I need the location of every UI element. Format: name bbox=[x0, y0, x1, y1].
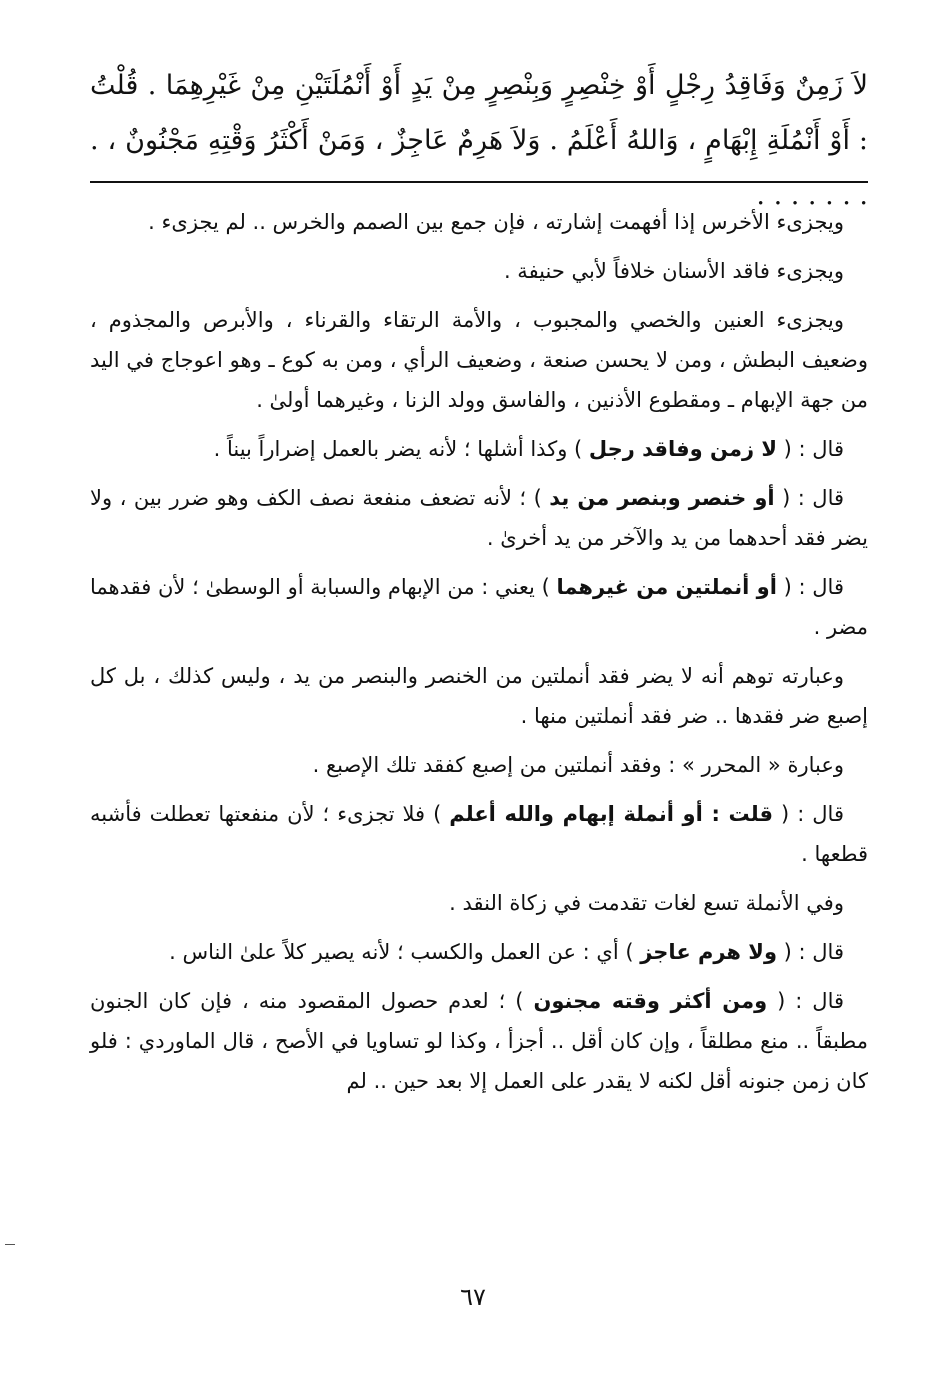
quote-open: قال : ( bbox=[767, 989, 845, 1013]
quoted-matn: أو أنملتين من غيرهما bbox=[556, 575, 777, 599]
quote-open: قال : ( bbox=[777, 437, 844, 461]
paragraph-5 bbox=[90, 478, 868, 558]
quoted-matn: أو خنصر وبنصر من يد bbox=[549, 486, 775, 510]
commentary-text: ) فلا تجزىء ؛ لأن منفعتها تعطلت فأشبه قطعها . bbox=[90, 802, 868, 866]
paragraph-12 bbox=[90, 981, 868, 1101]
paragraph-9 bbox=[90, 794, 868, 874]
paragraph-11 bbox=[90, 932, 868, 972]
matn-divider bbox=[90, 181, 868, 183]
quoted-matn: ولا هرم عاجز bbox=[640, 940, 777, 964]
paragraph-1: ويجزىء الأخرس إذا أفهمت إشارته ، فإن جمع بين الصمم والخرس .. لم يجزىء . bbox=[148, 210, 844, 234]
sharh-commentary bbox=[90, 202, 868, 1110]
commentary-text: ) أي : عن العمل والكسب ؛ لأنه يصير كلاً علىٰ الناس . bbox=[169, 940, 641, 964]
quoted-matn: قلت : أو أنملة إبهام والله أعلم bbox=[449, 802, 774, 826]
paragraph-10: وفي الأنملة تسع لغات تقدمت في زكاة النقد . bbox=[449, 891, 844, 915]
matn-paragraph: لاَ زَمِنٌ وَفَاقِدُ رِجْلٍ أَوْ خِنْصِرٍ وَبِنْصِرٍ مِنْ يَدٍ أَوْ أَنْمُلَتَيْنِ مِنْ غَيْرِهِمَا . قُلْتُ : أَوْ أَنْمُلَةِ إِبْهَامٍ ، وَاللهُ أَعْلَمُ . وَلاَ هَرِمٌ عَاجِزٌ ، وَمَنْ أَكْثَرُ وَقْتِهِ مَجْنُونٌ ، . . . . . . . . bbox=[90, 70, 868, 211]
commentary-text: ) ؛ لعدم حصول المقصود منه ، فإن كان الجنون مطبقاً .. منع مطلقاً ، وإن كان أقل .. أجزأ ، وكذا لو تساويا في الأصح ، قال الماوردي : فلو كان زمن جنونه أقل لكنه لا يقدر على العمل إلا بعد حين .. لم bbox=[90, 989, 868, 1093]
quote-open: قال : ( bbox=[777, 940, 844, 964]
paragraph-7: وعبارته توهم أنه لا يضر فقد أنملتين من الخنصر والبنصر من يد ، وليس كذلك ، بل كل إصبع ضر فقدها .. ضر فقد أنملتين منها . bbox=[90, 664, 868, 728]
commentary-text: ) وكذا أشلها ؛ لأنه يضر بالعمل إضراراً بيناً . bbox=[213, 437, 589, 461]
paragraph-3: ويجزىء العنين والخصي والمجبوب ، والأمة الرتقاء والقرناء ، والأبرص والمجذوم ، وضعيف البطش ، ومن لا يحسن صنعة ، وضعيف الرأي ، ومن به كوع ـ وهو اعوجاج في اليد من جهة الإبهام ـ ومقطوع الأذنين ، والفاسق وولد الزنا ، وغيرهما أولىٰ . bbox=[90, 308, 868, 412]
quote-open: قال : ( bbox=[774, 486, 845, 510]
page-number: ٦٧ bbox=[460, 1283, 486, 1311]
quote-open: قال : ( bbox=[773, 802, 844, 826]
paragraph-4 bbox=[90, 429, 868, 469]
quoted-matn: ومن أكثر وقته مجنون bbox=[533, 989, 768, 1013]
quote-open: قال : ( bbox=[776, 575, 844, 599]
commentary-text: ) ؛ لأنه تضعف منفعة نصف الكف وهو ضرر بين ، ولا يضر فقد أحدهما من يد والآخر من يد أخرىٰ . bbox=[90, 486, 868, 550]
matn-text bbox=[90, 58, 868, 223]
paragraph-2: ويجزىء فاقد الأسنان خلافاً لأبي حنيفة . bbox=[503, 259, 844, 283]
quoted-matn: لا زمن وفاقد رجل bbox=[588, 437, 777, 461]
paragraph-6 bbox=[90, 567, 868, 647]
commentary-text: ) يعني : من الإبهام والسبابة أو الوسطىٰ ؛ لأن فقدهما مضر . bbox=[90, 575, 868, 639]
paragraph-8: وعبارة « المحرر » : وفقد أنملتين من إصبع كفقد تلك الإصبع . bbox=[312, 753, 844, 777]
scan-margin-mark bbox=[5, 1244, 15, 1245]
